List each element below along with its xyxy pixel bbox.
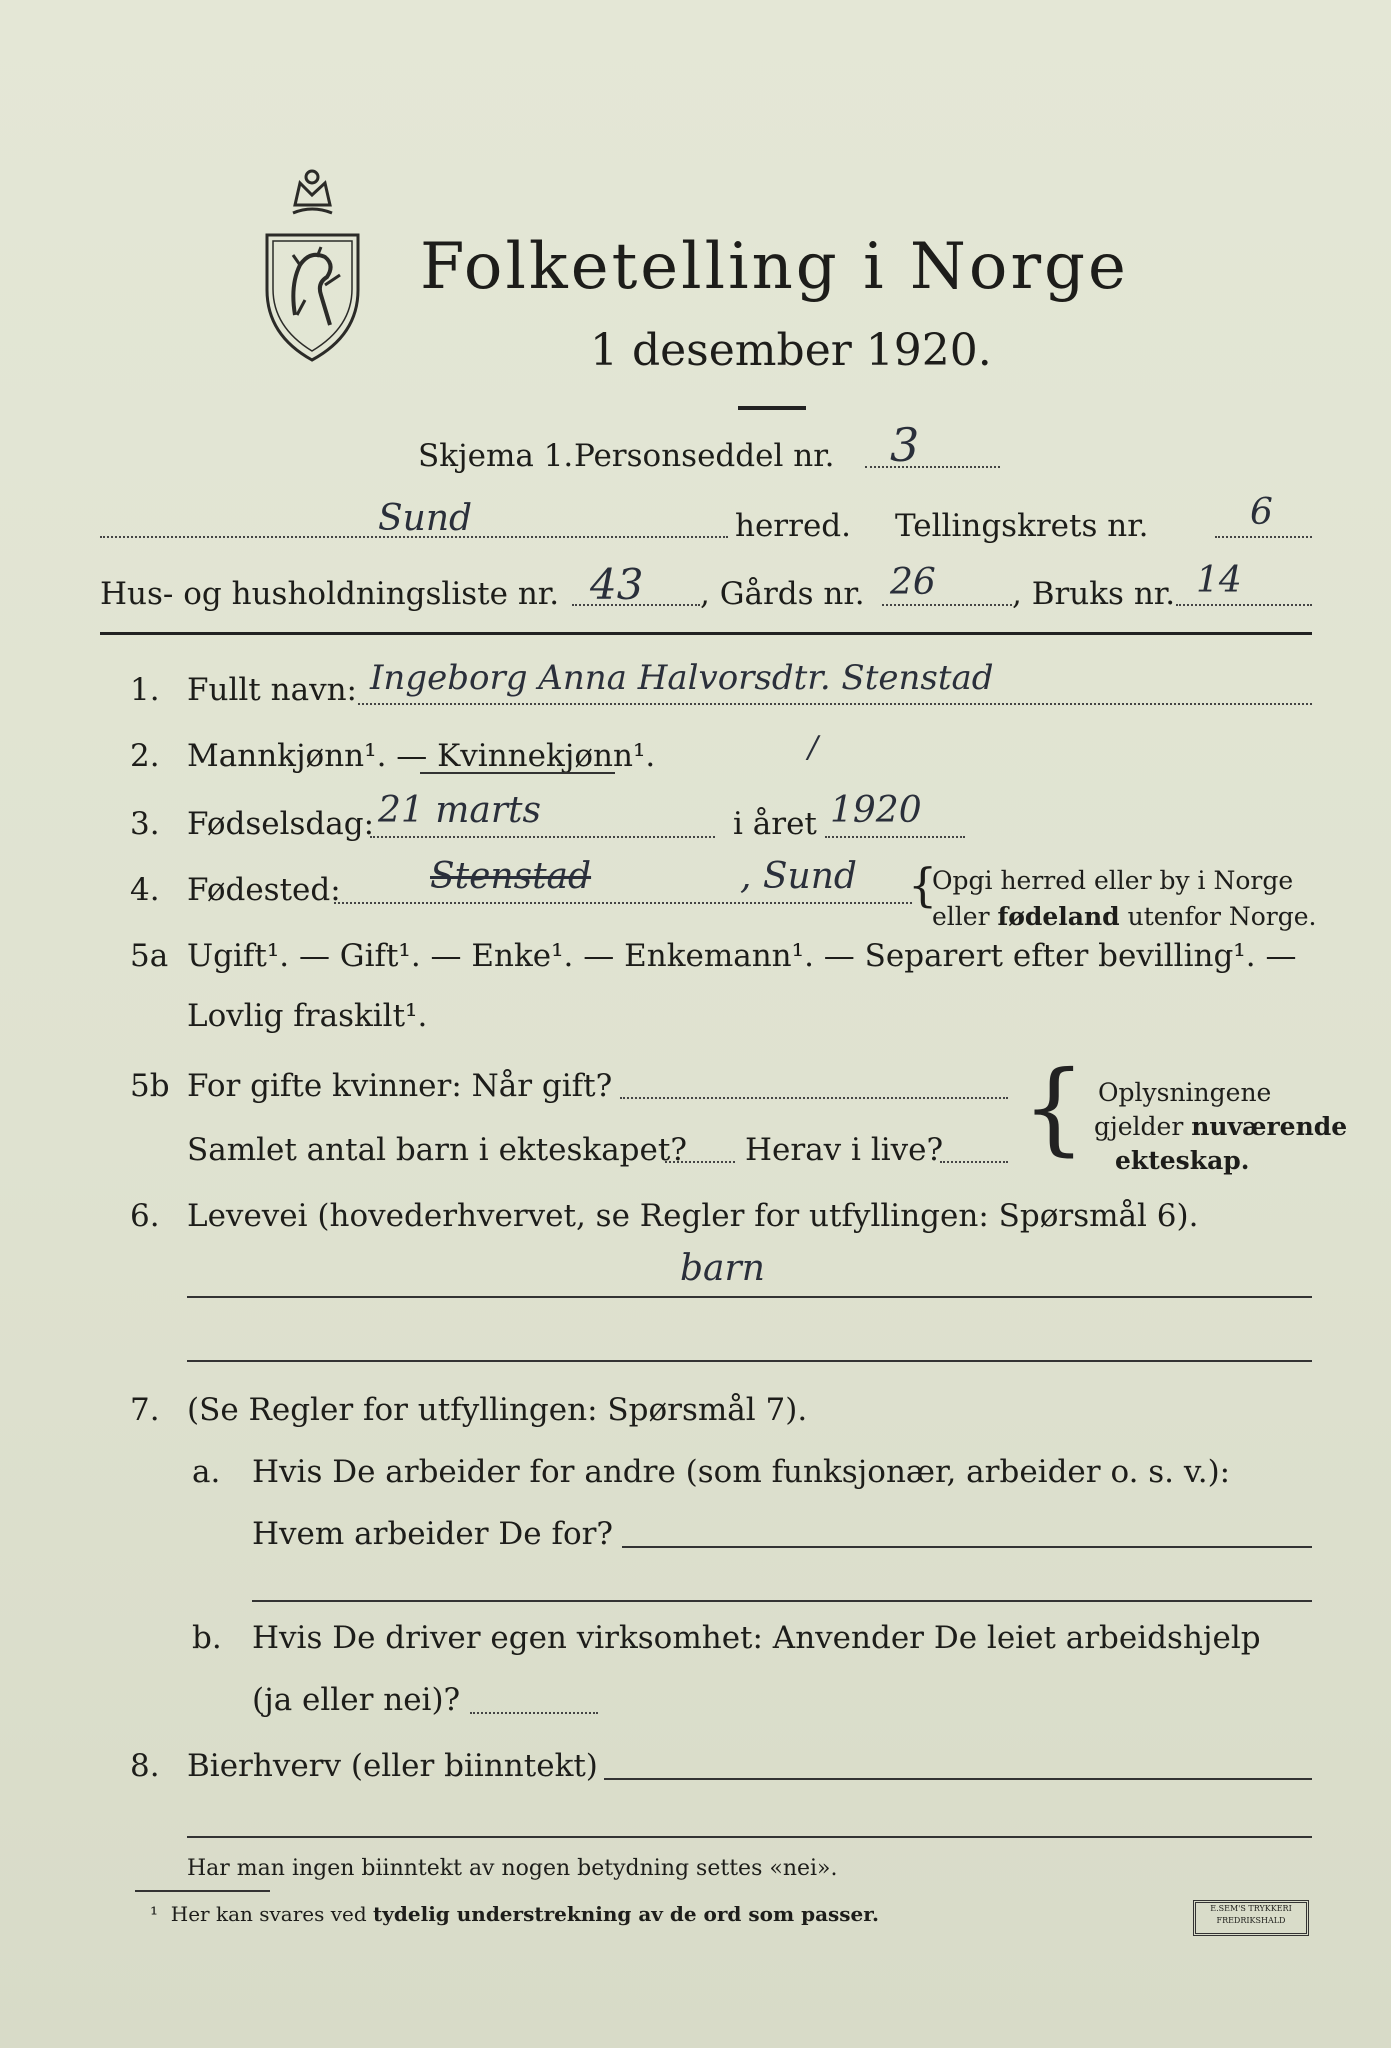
personseddel-value: 3 [890,418,920,472]
q5b-note1: Oplysningene [1098,1078,1272,1107]
q6-label: Levevei (hovederhvervet, se Regler for utfyllingen: Spørsmål 6). [187,1198,1199,1234]
q7b-field-line [470,1712,598,1714]
q5b-alive-field-line [940,1161,1008,1163]
gards-value: 26 [890,562,936,603]
coat-of-arms-icon [255,165,370,365]
q2-underline-kvinnekjonn [420,772,615,774]
q3-number: 3. [130,806,160,842]
herred-label: herred. [735,508,851,544]
q4-struck-value: Stenstad [430,856,592,897]
q7a-field-line-2 [252,1600,1312,1602]
q7b-number: b. [192,1620,222,1656]
q5b-married-field-line [620,1097,1008,1099]
gards-label: , Gårds nr. [700,576,865,612]
q2-tick-mark: / [808,730,819,765]
husholdning-label: Hus- og husholdningsliste nr. [100,576,560,612]
q4-brace: { [908,858,938,912]
personseddel-label: Personseddel nr. [574,438,835,474]
q5b-number: 5b [130,1068,170,1104]
q3-day-value: 21 marts [378,790,542,831]
q4-label: Fødested: [187,872,341,908]
q7-label: (Se Regler for utfyllingen: Spørsmål 7). [187,1392,808,1428]
q1-label: Fullt navn: [187,672,357,708]
q5b-note2: gjelder nuværende [1094,1112,1348,1141]
q4-number: 4. [130,872,160,908]
form-date: 1 desember 1920. [590,325,992,376]
footnote: ¹ Her kan svares ved tydelig understrekning av de ord som passer. [150,1902,879,1926]
q1-number: 1. [130,672,160,708]
q8-field-line-2 [187,1836,1312,1838]
bruks-field-line [1176,604,1312,606]
q5b-brace: { [1022,1049,1086,1166]
q5a-number: 5a [130,938,169,974]
gards-field-line [882,604,1012,606]
q3-year-field-line [825,836,965,838]
q7a-field-line-1 [622,1546,1312,1548]
q2-label: Mannkjønn¹. — Kvinnekjønn¹. [187,738,656,774]
q8-label: Bierhverv (eller biinntekt) [187,1748,598,1784]
q5b-note3: ekteskap. [1115,1146,1250,1175]
title-rule [738,406,806,410]
q7a-line1: Hvis De arbeider for andre (som funksjonær, arbeider o. s. v.): [252,1454,1231,1490]
q3-year-label: i året [733,806,817,842]
husholdning-value: 43 [590,560,644,609]
q4-note-line1: Opgi herred eller by i Norge [932,866,1294,895]
q3-year-value: 1920 [830,790,922,831]
q8-number: 8. [130,1748,160,1784]
bruks-value: 14 [1196,560,1242,601]
q4-value: , Sund [740,856,857,897]
q6-value: barn [680,1248,765,1289]
footnote-rule [135,1890,270,1892]
q6-field-line-1 [187,1296,1312,1298]
q5a-line1: Ugift¹. — Gift¹. — Enke¹. — Enkemann¹. — Separert efter bevilling¹. — [187,938,1297,974]
q5b-line1: For gifte kvinner: Når gift? [187,1068,613,1104]
q6-field-line-2 [187,1360,1312,1362]
q7a-line2: Hvem arbeider De for? [252,1516,614,1552]
bleed-through-text [560,108,568,138]
q8-field-line-1 [604,1778,1312,1780]
skjema-label: Skjema 1. [418,438,574,474]
q2-number: 2. [130,738,160,774]
q3-label: Fødselsdag: [187,806,375,842]
q7-number: 7. [130,1392,160,1428]
q3-day-field-line [370,836,715,838]
q7b-line2: (ja eller nei)? [252,1682,461,1718]
printer-stamp: E.SEM'S TRYKKERI FREDRIKSHALD [1193,1900,1309,1936]
q5b-line2: Samlet antal barn i ekteskapet? [187,1132,687,1168]
q1-field-line [358,703,1312,705]
q4-field-line [334,902,912,904]
q5a-line2: Lovlig fraskilt¹. [187,998,428,1034]
footer-note: Har man ingen biinntekt av nogen betydning settes «nei». [187,1856,838,1881]
form-title: Folketelling i Norge [420,230,1129,304]
tellingskrets-label: Tellingskrets nr. [895,508,1149,544]
q7a-number: a. [192,1454,221,1490]
q6-number: 6. [130,1198,160,1234]
q1-value: Ingeborg Anna Halvorsdtr. Stenstad [370,658,994,698]
q5b-children-field-line [665,1161,735,1163]
q5b-line2b: Herav i live? [745,1132,944,1168]
q4-note-line2: eller fødeland utenfor Norge. [932,902,1317,931]
tellingskrets-value: 6 [1250,492,1273,533]
section-divider [100,632,1312,635]
herred-value: Sund [378,498,473,539]
bruks-label: , Bruks nr. [1012,576,1176,612]
personseddel-field-line [865,466,1000,468]
q7b-line1: Hvis De driver egen virksomhet: Anvender De leiet arbeidshjelp [252,1620,1261,1656]
tellingskrets-field-line [1215,536,1312,538]
